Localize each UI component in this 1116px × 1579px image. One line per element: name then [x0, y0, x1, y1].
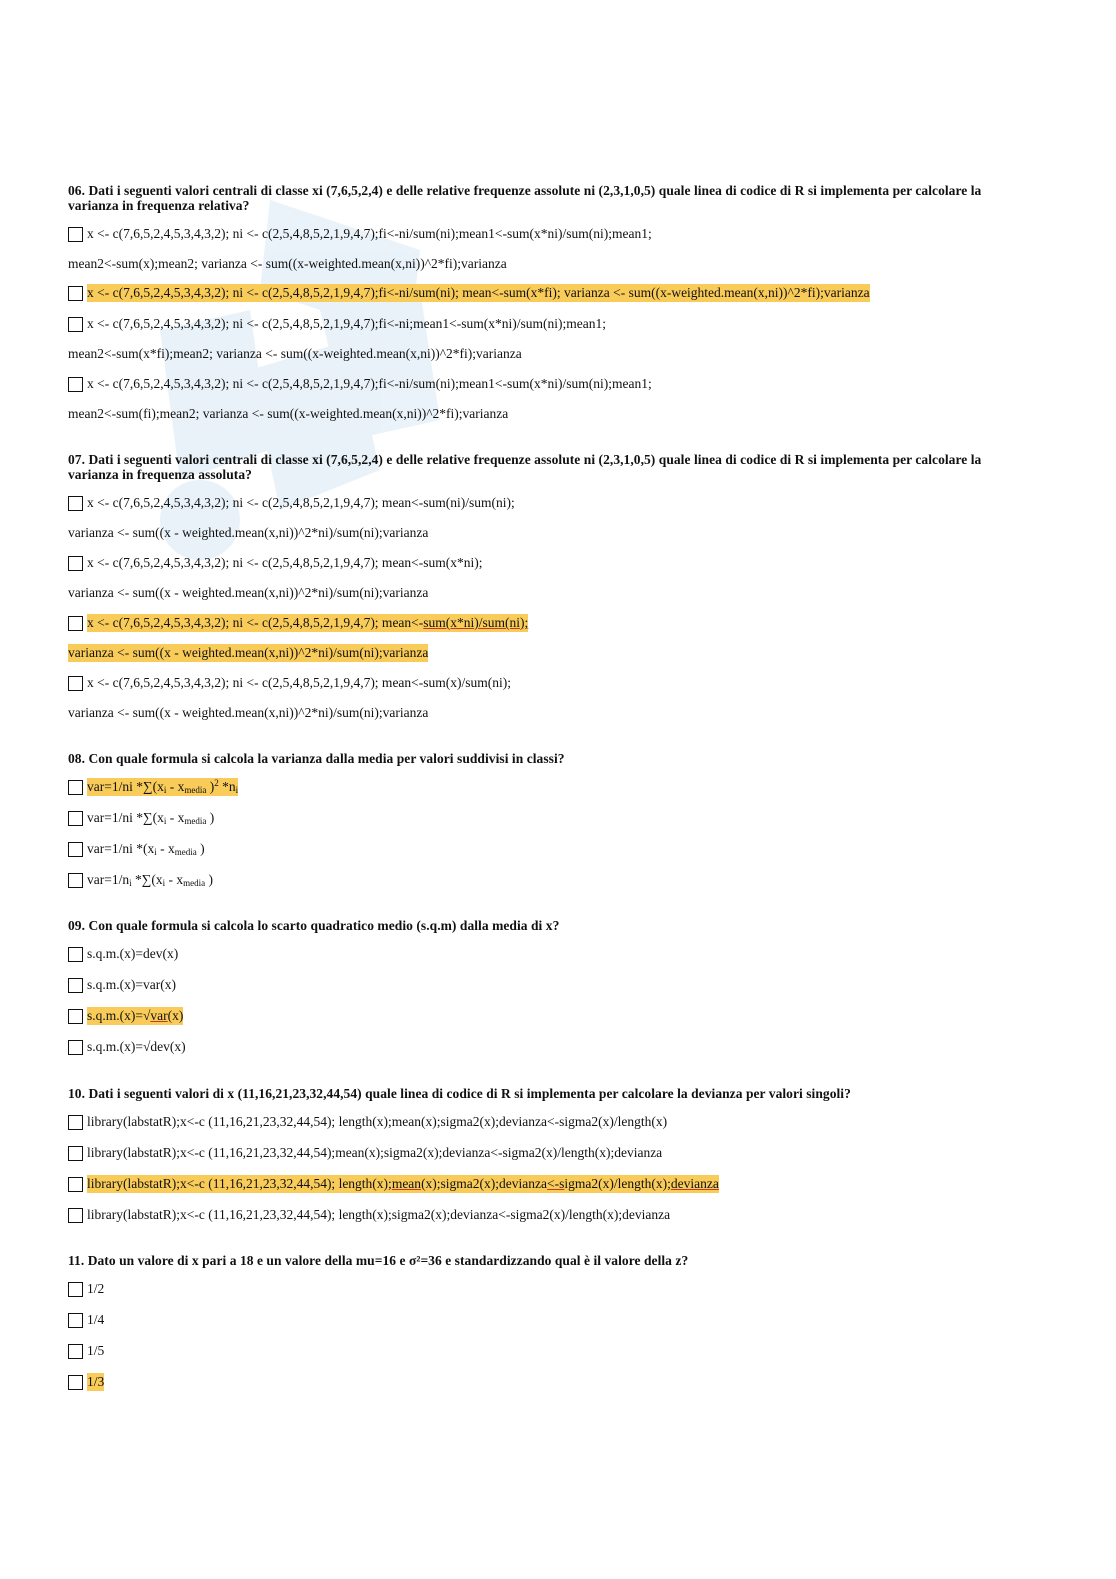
- formula-part: *∑(x: [131, 872, 163, 887]
- answer-text-underlined: var: [150, 1008, 168, 1023]
- checkbox[interactable]: [68, 873, 83, 888]
- formula-part: - x: [166, 810, 185, 825]
- checkbox[interactable]: [68, 1115, 83, 1130]
- formula-part: ): [196, 841, 205, 856]
- answer-text-underlined: <-s: [547, 1176, 565, 1191]
- answer-text: x <- c(7,6,5,2,4,5,3,4,3,2); ni <- c(2,5,4,8,5,2,1,9,4,7);fi<-ni/sum(ni);mean1<-sum(x*ni)/sum(ni);mean1;: [87, 226, 652, 241]
- formula-part: - x: [166, 779, 185, 794]
- answer-text-part: (x);sigma2(x);devianza: [421, 1176, 548, 1191]
- checkbox[interactable]: [68, 1146, 83, 1161]
- q07-answer-3-correct[interactable]: [68, 614, 528, 632]
- answer-text-underlined: mean: [391, 1176, 422, 1191]
- question-09: [68, 918, 1028, 933]
- checkbox[interactable]: [68, 377, 83, 392]
- checkbox[interactable]: [68, 1313, 83, 1328]
- subscript: i: [154, 847, 157, 857]
- answer-text: library(labstatR);x<-c (11,16,21,23,32,44,54); length(x);mean(x);sigma2(x);devianza<-sigma2(x)/length(x): [87, 1114, 668, 1129]
- q07-answer-4[interactable]: [68, 674, 511, 692]
- question-10-title: 10. Dati i seguenti valori di x (11,16,21,23,32,44,54) quale linea di codice di R si implementa per calcolare la devianza per valori singoli?: [68, 1086, 851, 1101]
- q06-answer-1[interactable]: [68, 225, 652, 243]
- answer-text-part: x <- c(7,6,5,2,4,5,3,4,3,2); ni <- c(2,5,4,8,5,2,1,9,4,7); mean<-: [87, 615, 424, 630]
- answer-text-part: s.q.m.(x)=√: [87, 1008, 151, 1023]
- checkbox[interactable]: [68, 1375, 83, 1390]
- answer-text: varianza <- sum((x - weighted.mean(x,ni))^2*ni)/sum(ni);varianza: [68, 705, 429, 720]
- q09-answer-1[interactable]: [68, 945, 178, 963]
- q06-answer-2-correct[interactable]: [68, 284, 870, 302]
- q08-answer-1-correct[interactable]: [68, 778, 238, 796]
- subscript: i: [163, 785, 167, 795]
- superscript: 2: [214, 778, 219, 788]
- formula: [87, 840, 205, 858]
- checkbox[interactable]: [68, 286, 83, 301]
- q09-answer-4[interactable]: [68, 1038, 186, 1056]
- question-06-title: 06. Dati i seguenti valori centrali di classe xi (7,6,5,2,4) e delle relative frequenze assolute ni (2,3,1,0,5) quale linea di codice di R si implementa per calcolare la varianza in frequenza relativa?: [68, 183, 982, 213]
- formula-part: var=1/n: [87, 872, 130, 887]
- answer-text: 1/5: [87, 1343, 105, 1358]
- answer-text-highlighted: [87, 614, 528, 632]
- checkbox[interactable]: [68, 496, 83, 511]
- question-07-title: 07. Dati i seguenti valori centrali di classe xi (7,6,5,2,4) e delle relative frequenze assolute ni (2,3,1,0,5) quale linea di codice di R si implementa per calcolare la varianza in frequenza assoluta?: [68, 452, 982, 482]
- answer-text-underlined: sum(x*ni)/sum(ni);: [423, 615, 529, 630]
- q11-answer-4-correct[interactable]: [68, 1373, 104, 1391]
- answer-text: mean2<-sum(x*fi);mean2; varianza <- sum((x-weighted.mean(x,ni))^2*fi);varianza: [68, 346, 522, 361]
- checkbox[interactable]: [68, 947, 83, 962]
- formula: [87, 871, 213, 889]
- q06-answer-4[interactable]: [68, 375, 652, 393]
- formula-part: ): [206, 779, 215, 794]
- checkbox[interactable]: [68, 1344, 83, 1359]
- q07-answer-1[interactable]: [68, 494, 515, 512]
- q10-answer-4[interactable]: [68, 1206, 670, 1224]
- q06-answer-4-cont: [68, 405, 508, 423]
- subscript: media: [183, 878, 206, 888]
- checkbox[interactable]: [68, 1282, 83, 1297]
- subscript: i: [129, 878, 132, 888]
- answer-text-highlighted: [87, 1007, 183, 1025]
- q09-answer-2[interactable]: [68, 976, 176, 994]
- question-09-title: 09. Con quale formula si calcola lo scarto quadratico medio (s.q.m) dalla media di x?: [68, 918, 560, 933]
- answer-text-highlighted: [87, 1175, 719, 1193]
- checkbox[interactable]: [68, 616, 83, 631]
- q09-answer-3-correct[interactable]: [68, 1007, 183, 1025]
- q10-answer-2[interactable]: [68, 1144, 662, 1162]
- answer-text: library(labstatR);x<-c (11,16,21,23,32,44,54); length(x);sigma2(x);devianza<-sigma2(x)/length(x);devianza: [87, 1207, 671, 1222]
- answer-text: s.q.m.(x)=var(x): [87, 977, 176, 992]
- q06-answer-3-cont: [68, 345, 522, 363]
- answer-text: varianza <- sum((x - weighted.mean(x,ni))^2*ni)/sum(ni);varianza: [68, 585, 429, 600]
- q06-answer-1-cont: [68, 255, 507, 273]
- question-08-title: 08. Con quale formula si calcola la varianza dalla media per valori suddivisi in classi?: [68, 751, 565, 766]
- checkbox[interactable]: [68, 1040, 83, 1055]
- q07-answer-4-cont: [68, 704, 428, 722]
- q07-answer-2[interactable]: [68, 554, 483, 572]
- q11-answer-3[interactable]: [68, 1342, 104, 1360]
- q06-answer-3[interactable]: [68, 315, 606, 333]
- formula-highlighted: [87, 778, 238, 796]
- question-11: [68, 1253, 1028, 1268]
- answer-text: x <- c(7,6,5,2,4,5,3,4,3,2); ni <- c(2,5,4,8,5,2,1,9,4,7); mean<-sum(ni)/sum(ni);: [87, 495, 515, 510]
- formula-part: *n: [218, 779, 236, 794]
- answer-text-highlighted: x <- c(7,6,5,2,4,5,3,4,3,2); ni <- c(2,5,4,8,5,2,1,9,4,7);fi<-ni/sum(ni); mean<-sum(x*fi); varianza <- sum((x-weighted.mean(x,ni))^2*fi);varianza: [87, 285, 870, 300]
- question-08: [68, 751, 1028, 766]
- answer-text-highlighted: varianza <- sum((x - weighted.mean(x,ni))^2*ni)/sum(ni);varianza: [68, 645, 429, 660]
- formula-part: var=1/ni *(x: [87, 841, 155, 856]
- checkbox[interactable]: [68, 1208, 83, 1223]
- question-10: [68, 1086, 1028, 1101]
- answer-text: x <- c(7,6,5,2,4,5,3,4,3,2); ni <- c(2,5,4,8,5,2,1,9,4,7);fi<-ni;mean1<-sum(x*ni)/sum(ni);mean1;: [87, 316, 606, 331]
- q07-answer-2-cont: [68, 584, 428, 602]
- checkbox[interactable]: [68, 978, 83, 993]
- subscript: media: [184, 816, 207, 826]
- answer-text-underlined: devianza: [670, 1176, 719, 1191]
- formula: [87, 809, 214, 827]
- answer-text-part: library(labstatR);x<-c (11,16,21,23,32,44,54); length(x);: [87, 1176, 392, 1191]
- subscript: i: [163, 816, 167, 826]
- formula-part: ): [205, 872, 214, 887]
- checkbox[interactable]: [68, 556, 83, 571]
- answer-text: library(labstatR);x<-c (11,16,21,23,32,44,54);mean(x);sigma2(x);devianza<-sigma2(x)/length(x);devianza: [87, 1145, 663, 1160]
- q07-answer-1-cont: [68, 524, 428, 542]
- q08-answer-2[interactable]: [68, 809, 214, 827]
- answer-text: x <- c(7,6,5,2,4,5,3,4,3,2); ni <- c(2,5,4,8,5,2,1,9,4,7); mean<-sum(x)/sum(ni);: [87, 675, 512, 690]
- checkbox[interactable]: [68, 1177, 83, 1192]
- checkbox[interactable]: [68, 842, 83, 857]
- q11-answer-1[interactable]: [68, 1280, 104, 1298]
- question-11-title: 11. Dato un valore di x pari a 18 e un valore della mu=16 e σ²=36 e standardizzando qual è il valore della z?: [68, 1253, 689, 1268]
- formula-part: - x: [156, 841, 175, 856]
- checkbox[interactable]: [68, 317, 83, 332]
- answer-text: mean2<-sum(x);mean2; varianza <- sum((x-weighted.mean(x,ni))^2*fi);varianza: [68, 256, 507, 271]
- q08-answer-4[interactable]: [68, 871, 213, 889]
- answer-text-part: igma2(x)/length(x);: [564, 1176, 671, 1191]
- answer-text: 1/4: [87, 1312, 105, 1327]
- q07-answer-3-cont: [68, 644, 428, 662]
- formula-part: var=1/ni *∑(x: [87, 810, 164, 825]
- answer-text: mean2<-sum(fi);mean2; varianza <- sum((x-weighted.mean(x,ni))^2*fi);varianza: [68, 406, 509, 421]
- answer-text: x <- c(7,6,5,2,4,5,3,4,3,2); ni <- c(2,5,4,8,5,2,1,9,4,7);fi<-ni/sum(ni);mean1<-sum(x*ni)/sum(ni);mean1;: [87, 376, 652, 391]
- subscript: i: [235, 785, 239, 795]
- answer-text: s.q.m.(x)=dev(x): [87, 946, 179, 961]
- subscript: media: [184, 785, 207, 795]
- answer-text-part: (x): [167, 1008, 184, 1023]
- answer-text: 1/2: [87, 1281, 105, 1296]
- answer-text: s.q.m.(x)=√dev(x): [87, 1039, 186, 1054]
- checkbox[interactable]: [68, 1009, 83, 1024]
- q11-answer-2[interactable]: [68, 1311, 104, 1329]
- checkbox[interactable]: [68, 780, 83, 795]
- q10-answer-3-correct[interactable]: [68, 1175, 719, 1193]
- subscript: media: [174, 847, 197, 857]
- answer-text: x <- c(7,6,5,2,4,5,3,4,3,2); ni <- c(2,5,4,8,5,2,1,9,4,7); mean<-sum(x*ni);: [87, 555, 483, 570]
- question-06: [68, 183, 1028, 213]
- answer-text-highlighted: 1/3: [87, 1374, 105, 1389]
- checkbox[interactable]: [68, 676, 83, 691]
- checkbox[interactable]: [68, 227, 83, 242]
- formula-part: - x: [165, 872, 184, 887]
- formula-part: ): [206, 810, 215, 825]
- q10-answer-1[interactable]: [68, 1113, 667, 1131]
- subscript: i: [162, 878, 166, 888]
- answer-text: varianza <- sum((x - weighted.mean(x,ni))^2*ni)/sum(ni);varianza: [68, 525, 429, 540]
- formula-part: var=1/ni *∑(x: [87, 779, 164, 794]
- checkbox[interactable]: [68, 811, 83, 826]
- q08-answer-3[interactable]: [68, 840, 205, 858]
- question-07: [68, 452, 1028, 482]
